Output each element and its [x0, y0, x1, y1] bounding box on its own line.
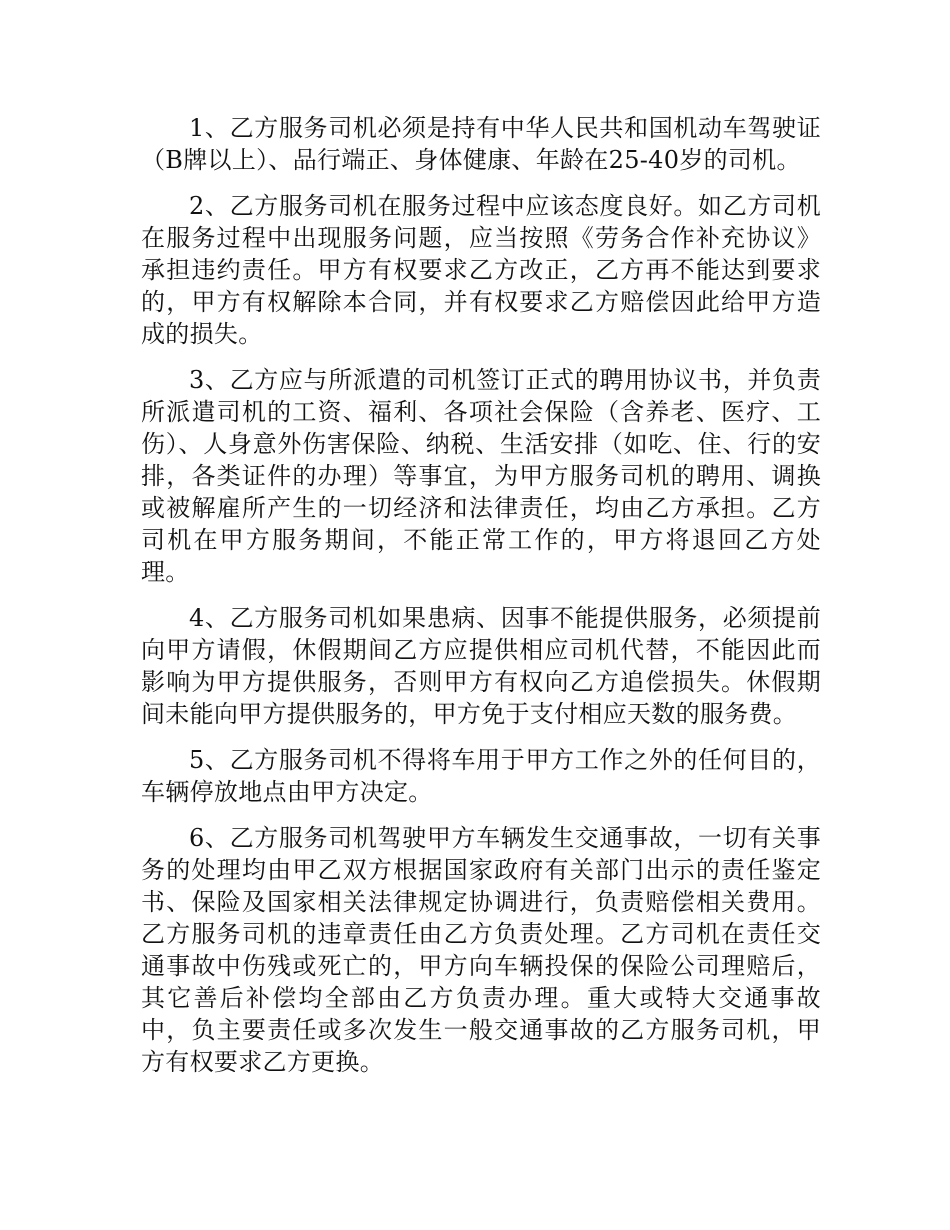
- clause-paragraph-3: 3、乙方应与所派遣的司机签订正式的聘用协议书，并负责所派遣司机的工资、福利、各项社会保险（含养老、医疗、工伤）、人身意外伤害保险、纳税、生活安排（如吃、住、行的安排，各类证件的办理）等事宜，为甲方服务司机的聘用、调换或被解雇所产生的一切经济和法律责任，均由乙方承担。乙方司机在甲方服务期间，不能正常工作的，甲方将退回乙方处理。: [141, 366, 821, 586]
- clause-paragraph-5: 5、乙方服务司机不得将车用于甲方工作之外的任何目的，车辆停放地点由甲方决定。: [141, 746, 821, 806]
- clause-paragraph-4: 4、乙方服务司机如果患病、因事不能提供服务，必须提前向甲方请假，休假期间乙方应提供相应司机代替，不能因此而影响为甲方提供服务，否则甲方有权向乙方追偿损失。休假期间未能向甲方提供服务的，甲方免于支付相应天数的服务费。: [141, 604, 821, 728]
- document-body: [141, 112, 821, 1092]
- clause-paragraph-6: 6、乙方服务司机驾驶甲方车辆发生交通事故，一切有关事务的处理均由甲乙双方根据国家政府有关部门出示的责任鉴定书、保险及国家相关法律规定协调进行，负责赔偿相关费用。乙方服务司机的违章责任由乙方负责处理。乙方司机在责任交通事故中伤残或死亡的，甲方向车辆投保的保险公司理赔后，其它善后补偿均全部由乙方负责办理。重大或特大交通事故中，负主要责任或多次发生一般交通事故的乙方服务司机，甲方有权要求乙方更换。: [141, 824, 821, 1076]
- clause-paragraph-2: 2、乙方服务司机在服务过程中应该态度良好。如乙方司机在服务过程中出现服务问题，应当按照《劳务合作补充协议》承担违约责任。甲方有权要求乙方改正，乙方再不能达到要求的，甲方有权解除本合同，并有权要求乙方赔偿因此给甲方造成的损失。: [141, 192, 821, 348]
- clause-paragraph-1: 1、乙方服务司机必须是持有中华人民共和国机动车驾驶证（B牌以上）、品行端正、身体健康、年龄在25-40岁的司机。: [141, 114, 821, 174]
